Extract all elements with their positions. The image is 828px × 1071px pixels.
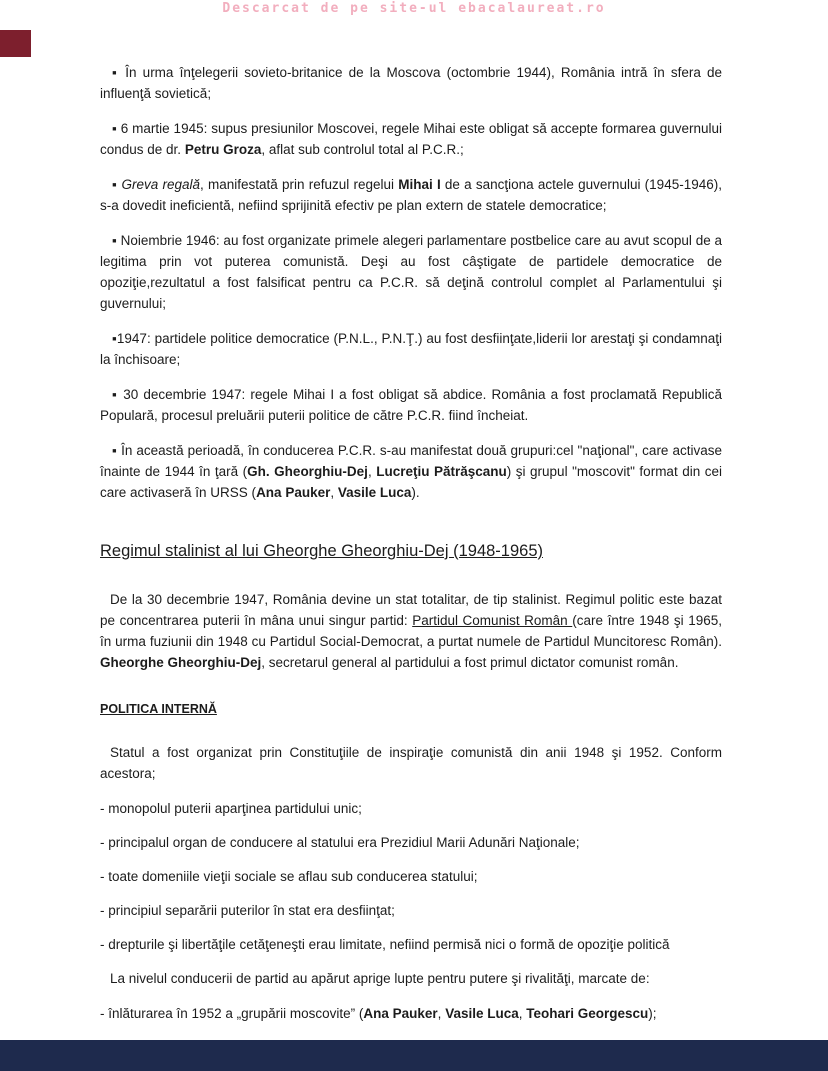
paragraph: La nivelul conducerii de partid au apărut aprige lupte pentru putere şi rivalităţi, marcate de: (110, 971, 650, 986)
bullet-paragraph: ▪ În urma înţelegerii sovieto-britanice de la Moscova (octombrie 1944), România intră în sfera de influenţă sovietică; (100, 65, 726, 101)
paragraph: Statul a fost organizat prin Constituţiile de inspiraţie comunistă din anii 1948 şi 1952. Conform acestora; (100, 745, 726, 781)
list-item: - principalul organ de conducere al statului era Prezidiul Marii Adunări Naţionale; (100, 835, 580, 850)
sub-heading: POLITICA INTERNĂ (100, 702, 217, 716)
bullet-paragraph: ▪1947: partidele politice democratice (P.N.L., P.N.Ţ.) au fost desfiinţate,liderii lor arestaţi şi condamnaţi la închisoare; (100, 331, 726, 367)
bullet-paragraph: ▪ 6 martie 1945: supus presiunilor Moscovei, regele Mihai este obligat să accepte formarea guvernului condus de dr. Petru Groza, aflat sub controlul total al P.C.R.; (100, 121, 726, 157)
bullet-paragraph: ▪ Noiembrie 1946: au fost organizate primele alegeri parlamentare postbelice care au avut scopul de a legitima prin vot puterea comunistă. Deşi au fost câştigate de partidele democratice de opoziţie,rezultatul a fost falsificat pentru ca P.C.R. să deţină controlul complet al Parlamentului şi guvernului; (100, 233, 726, 311)
list-item: - drepturile şi libertăţile cetăţeneşti erau limitate, nefiind permisă nici o formă de opoziţie politică (100, 937, 670, 952)
document-body (100, 62, 726, 1071)
bullet-paragraph: ▪ În această perioadă, în conducerea P.C.R. s-au manifestat două grupuri:cel "naţional", care activase înainte de 1944 în ţară (Gh. Gheorghiu-Dej, Lucreţiu Pătrăşcanu) şi grupul "moscovit" format din cei care activaseră în URSS (Ana Pauker, Vasile Luca). (100, 443, 726, 500)
list-item: - toate domeniile vieţii sociale se aflau sub conducerea statului; (100, 869, 478, 884)
paragraph: De la 30 decembrie 1947, România devine un stat totalitar, de tip stalinist. Regimul politic este bazat pe concentrarea puterii în mâna unui singur partid: Partidul Comunist Român (care între 1948 şi 1965, în urma fuziunii din 1948 cu Partidul Social-Democrat, a purtat numele de Partidul Muncitoresc Român). Gheorghe Gheorghiu-Dej, secretarul general al partidului a fost primul dictator comunist român. (100, 592, 726, 670)
list-item: - înlăturarea în 1952 a „grupării moscovite” (Ana Pauker, Vasile Luca, Teohari Georgescu); (100, 1006, 657, 1021)
watermark: Descarcat de pe site-ul ebacalaureat.ro (222, 1, 606, 16)
footer-bar (0, 1040, 828, 1071)
corner-accent (0, 30, 31, 57)
list-item: - monopolul puterii aparţinea partidului unic; (100, 801, 362, 816)
bullet-paragraph: ▪ 30 decembrie 1947: regele Mihai I a fost obligat să abdice. România a fost proclamată Republică Populară, procesul preluării puterii politice de către P.C.R. fiind încheiat. (100, 387, 726, 423)
list-item: - principiul separării puterilor în stat era desfiinţat; (100, 903, 395, 918)
bullet-paragraph: ▪ Greva regală, manifestată prin refuzul regelui Mihai I de a sancţiona actele guvernului (1945-1946), s-a dovedit ineficientă, nefiind sprijinită efectiv pe plan extern de statele democratice; (100, 177, 726, 213)
section-heading: Regimul stalinist al lui Gheorghe Gheorghiu-Dej (1948-1965) (100, 542, 543, 560)
